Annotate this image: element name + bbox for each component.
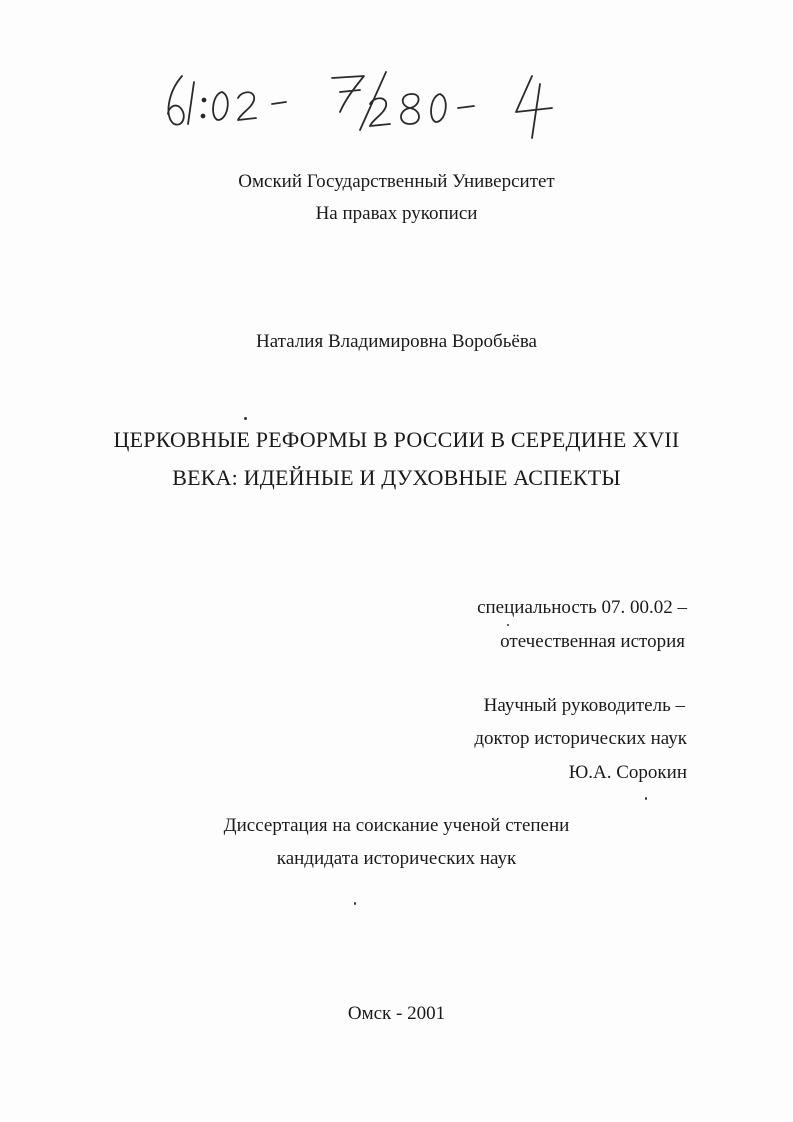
scan-speck [244, 417, 247, 420]
handwritten-archive-number [160, 62, 600, 142]
title-line-1: ЦЕРКОВНЫЕ РЕФОРМЫ В РОССИИ В СЕРЕДИНЕ XVII [113, 427, 680, 452]
title-line-2: ВЕКА: ИДЕЙНЫЕ И ДУХОВНЫЕ АСПЕКТЫ [172, 465, 621, 490]
advisor-name: Ю.А. Сорокин [568, 762, 687, 783]
handwriting-graphic [160, 62, 600, 142]
advisor-degree: доктор исторических наук [474, 728, 687, 749]
city-year: Омск - 2001 [347, 1003, 446, 1024]
manuscript-rights-note: На правах рукописи [315, 203, 478, 224]
dissertation-type: Диссертация на соискание ученой степени [223, 815, 570, 836]
scan-speck [507, 624, 509, 626]
dissertation-degree: кандидата исторических наук [276, 848, 517, 869]
author-name: Наталия Владимировна Воробьёва [256, 331, 537, 352]
specialty-code: специальность 07. 00.02 – [477, 597, 687, 618]
institution-name: Омский Государственный Университет [238, 171, 555, 192]
scan-speck [354, 902, 356, 905]
scan-speck [645, 797, 647, 800]
specialty-name: отечественная история [500, 631, 685, 652]
advisor-role: Научный руководитель – [483, 695, 685, 716]
